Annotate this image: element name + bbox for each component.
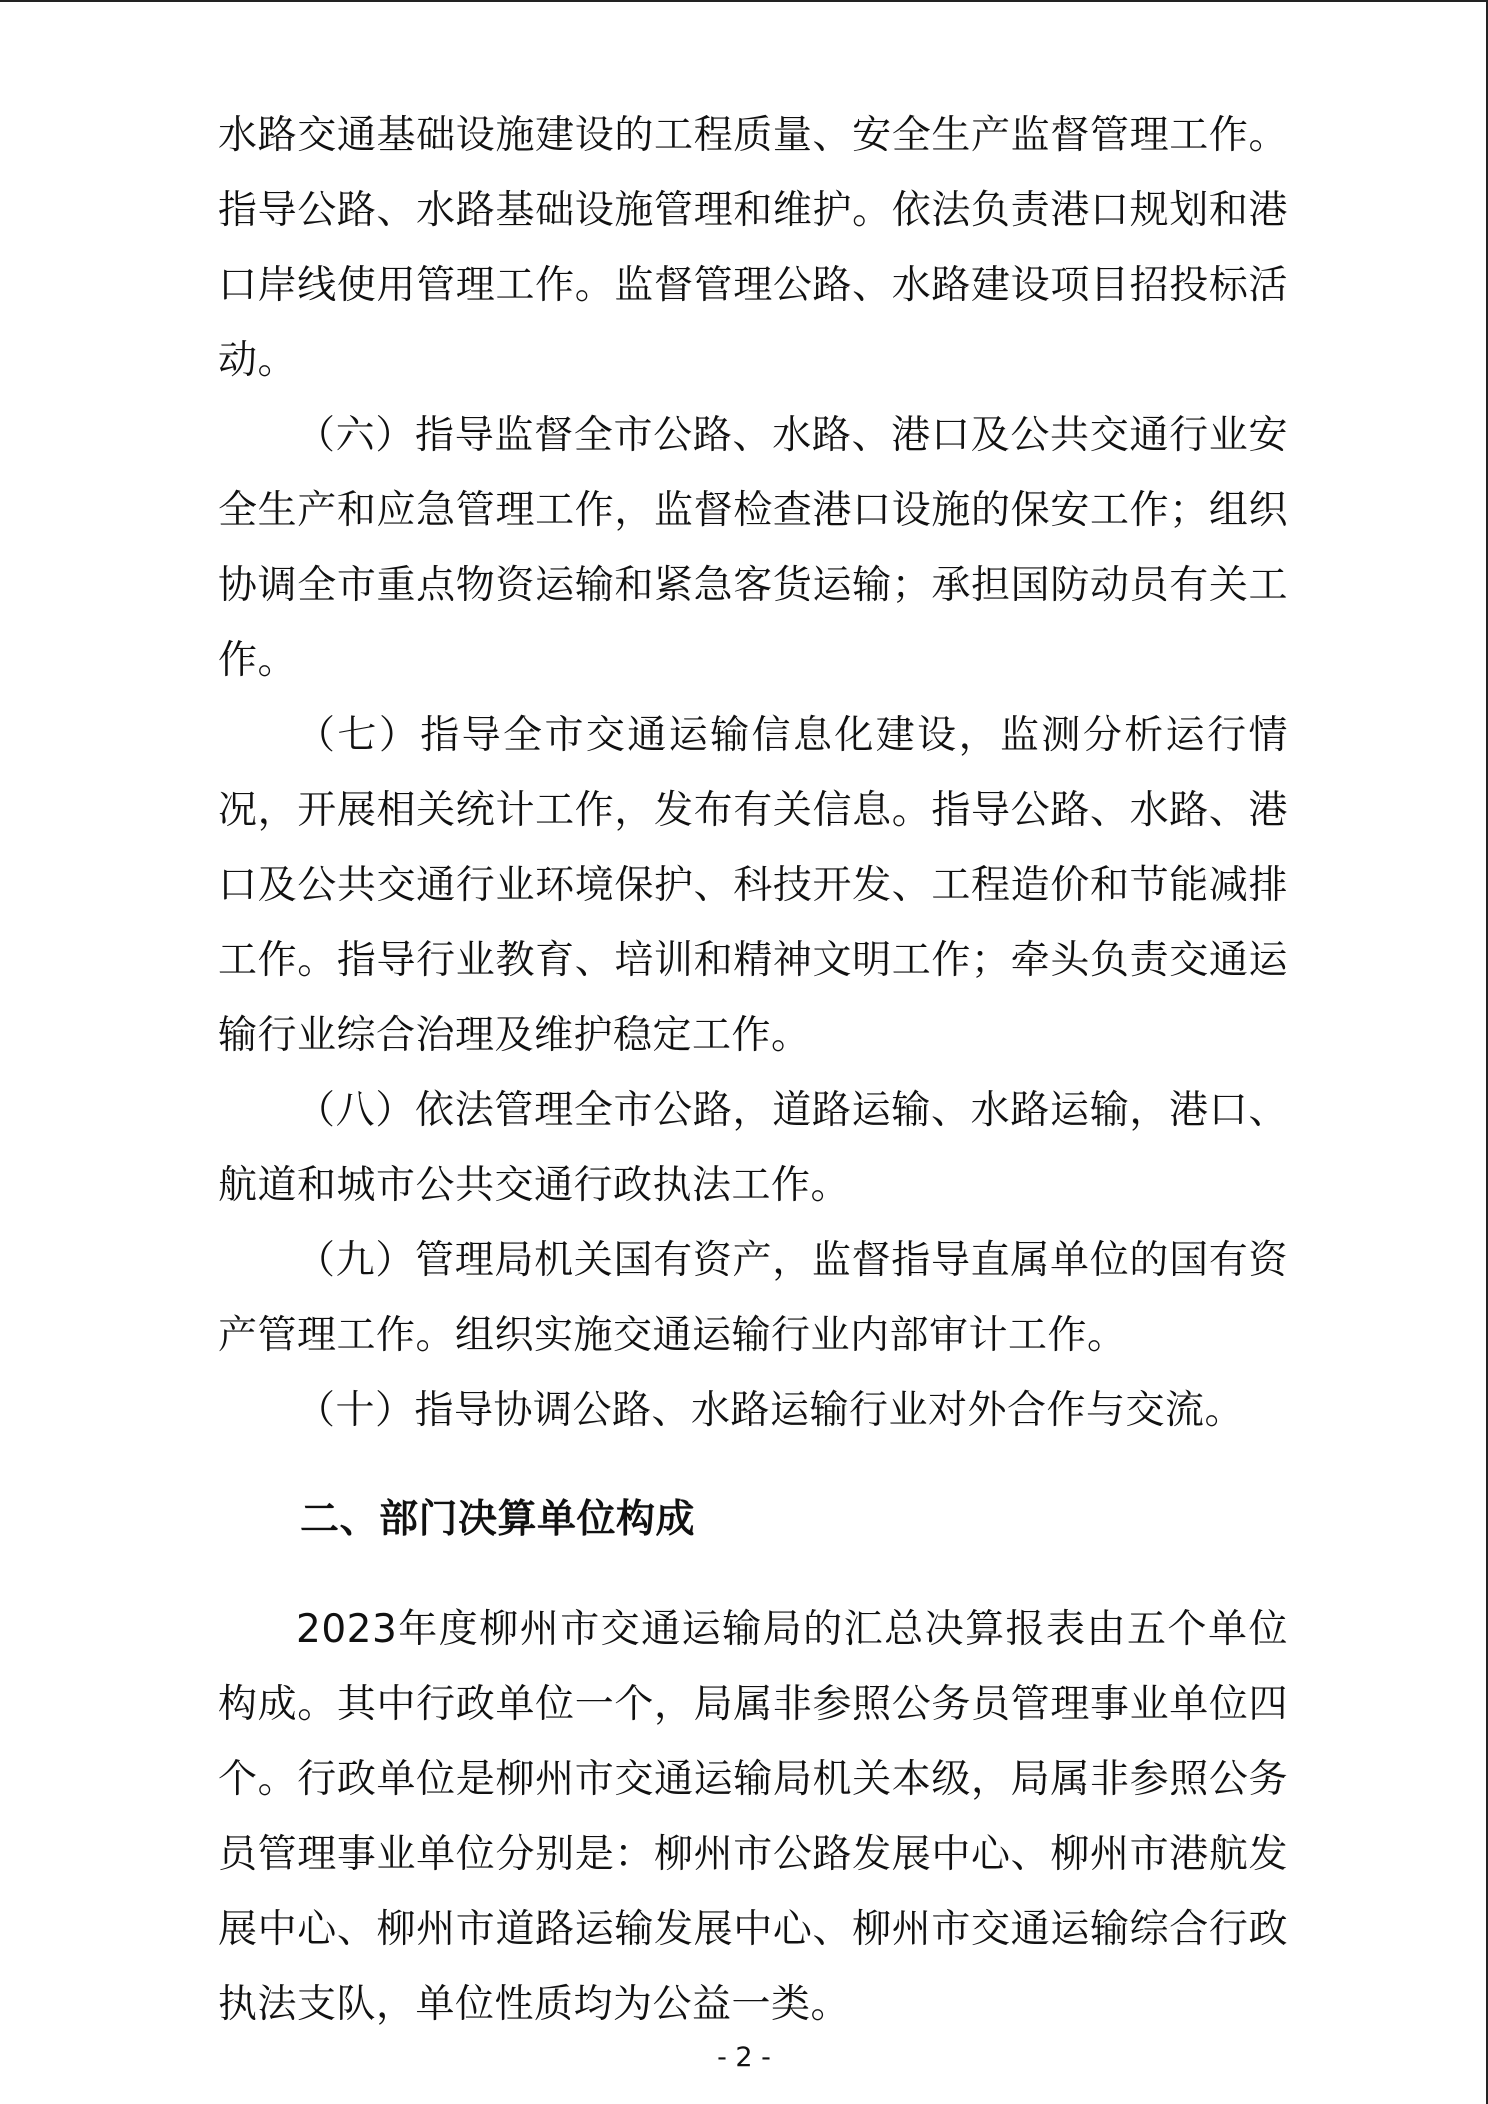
paragraph-item-10: （十）指导协调公路、水路运输行业对外合作与交流。 <box>296 1388 1245 1433</box>
paragraph-item-8: （八）依法管理全市公路，道路运输、水路运输，港口、航道和城市公共交通行政执法工作。 <box>218 1088 1288 1208</box>
document-page <box>218 98 1288 2042</box>
page-top-border <box>0 0 1488 2</box>
paragraph-continuation: 水路交通基础设施建设的工程质量、安全生产监督管理工作。指导公路、水路基础设施管理和维护。依法负责港口规划和港口岸线使用管理工作。监督管理公路、水路建设项目招投标活动。 <box>218 113 1288 383</box>
paragraph-item-9: （九）管理局机关国有资产，监督指导直属单位的国有资产管理工作。组织实施交通运输行业内部审计工作。 <box>218 1238 1288 1358</box>
paragraph-item-6: （六）指导监督全市公路、水路、港口及公共交通行业安全生产和应急管理工作，监督检查港口设施的保安工作；组织协调全市重点物资运输和紧急客货运输；承担国防动员有关工作。 <box>218 413 1288 683</box>
page-number: - 2 - <box>717 2042 771 2073</box>
paragraph-unit-composition: 2023年度柳州市交通运输局的汇总决算报表由五个单位构成。其中行政单位一个，局属非参照公务员管理事业单位四个。行政单位是柳州市交通运输局机关本级，局属非参照公务员管理事业单位分别是：柳州市公路发展中心、柳州市港航发展中心、柳州市道路运输发展中心、柳州市交通运输综合行政执法支队，单位性质均为公益一类。 <box>218 1607 1288 2027</box>
section-heading: 二、部门决算单位构成 <box>300 1497 696 1542</box>
paragraph-item-7: （七）指导全市交通运输信息化建设，监测分析运行情况，开展相关统计工作，发布有关信息。指导公路、水路、港口及公共交通行业环境保护、科技开发、工程造价和节能减排工作。指导行业教育、培训和精神文明工作；牵头负责交通运输行业综合治理及维护稳定工作。 <box>218 713 1288 1058</box>
